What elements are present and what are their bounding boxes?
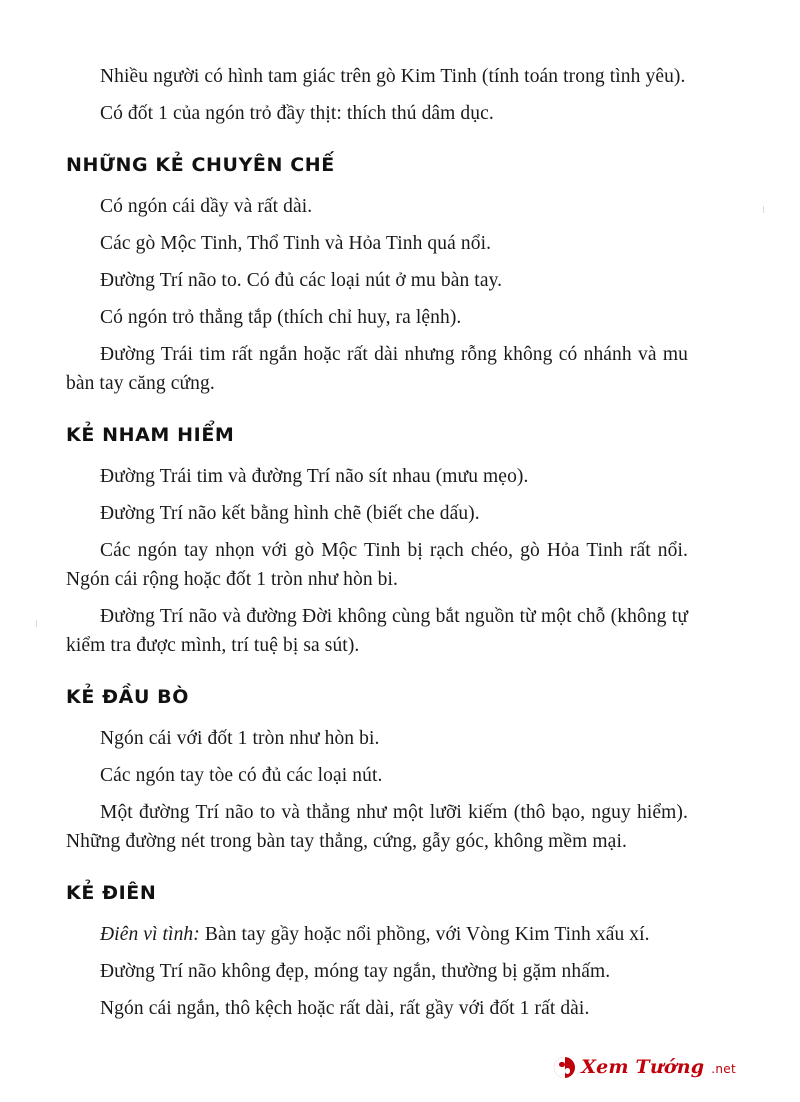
paragraph: Có ngón trỏ thẳng tắp (thích chỉ huy, ra lệnh). (100, 307, 462, 328)
paragraph: Nhiều người có hình tam giác trên gò Kim Tinh (tính toán trong tình yêu). (100, 66, 686, 87)
paragraph: Đường Trí não và đường Đời không cùng bắt nguồn từ một chỗ (không tự kiểm tra được mình, trí tuệ bị sa sút). (66, 606, 688, 656)
watermark-logo (554, 1057, 736, 1078)
section-heading: KẺ ĐIÊN (66, 882, 157, 904)
paragraph: Các ngón tay tòe có đủ các loại nút. (100, 765, 383, 786)
italic-lead: Điên vì tình: (100, 924, 200, 945)
paragraph: Đường Trí não kết bằng hình chẽ (biết che dấu). (100, 503, 480, 524)
paragraph: Ngón cái ngắn, thô kệch hoặc rất dài, rất gầy với đốt 1 rất dài. (100, 998, 590, 1019)
watermark-suffix: .net (711, 1062, 736, 1076)
page-edge-mark-right (763, 206, 764, 213)
intro-block (66, 62, 688, 128)
paragraph: Đường Trái tim và đường Trí não sít nhau (mưu mẹo). (100, 466, 529, 487)
yin-yang-icon (554, 1057, 575, 1078)
watermark-text: Xem Tướng (581, 1056, 705, 1078)
section-heading: KẺ NHAM HIỂM (66, 424, 235, 446)
paragraph: Đường Trí não không đẹp, móng tay ngắn, thường bị gặm nhấm. (100, 961, 611, 982)
page-content (66, 62, 688, 1023)
section-dau-bo (66, 686, 688, 856)
paragraph: Các ngón tay nhọn với gò Mộc Tinh bị rạch chéo, gò Hỏa Tinh rất nổi. Ngón cái rộng hoặc đốt 1 tròn như hòn bi. (66, 540, 688, 590)
section-chuyen-che (66, 154, 688, 398)
section-heading: NHỮNG KẺ CHUYÊN CHẾ (66, 154, 335, 176)
paragraph: Ngón cái với đốt 1 tròn như hòn bi. (100, 728, 380, 749)
paragraph: Có đốt 1 của ngón trỏ đầy thịt: thích thú dâm dục. (100, 103, 494, 124)
paragraph-with-italic-lead: Điên vì tình: Bàn tay gầy hoặc nổi phồng, với Vòng Kim Tinh xấu xí. (100, 924, 650, 945)
paragraph: Một đường Trí não to và thẳng như một lưỡi kiếm (thô bạo, nguy hiểm). Những đường nét trong bàn tay thẳng, cứng, gẫy góc, không mềm mại. (66, 802, 688, 852)
paragraph: Có ngón cái dầy và rất dài. (100, 196, 313, 217)
section-nham-hiem (66, 424, 688, 660)
section-heading: KẺ ĐẦU BÒ (66, 686, 190, 708)
page-edge-mark-left (36, 620, 37, 627)
paragraph: Các gò Mộc Tinh, Thổ Tinh và Hỏa Tinh quá nổi. (100, 233, 492, 254)
paragraph: Đường Trí não to. Có đủ các loại nút ở mu bàn tay. (100, 270, 503, 291)
paragraph: Đường Trái tim rất ngắn hoặc rất dài nhưng rỗng không có nhánh và mu bàn tay căng cứng. (66, 344, 688, 394)
section-dien (66, 882, 688, 1023)
